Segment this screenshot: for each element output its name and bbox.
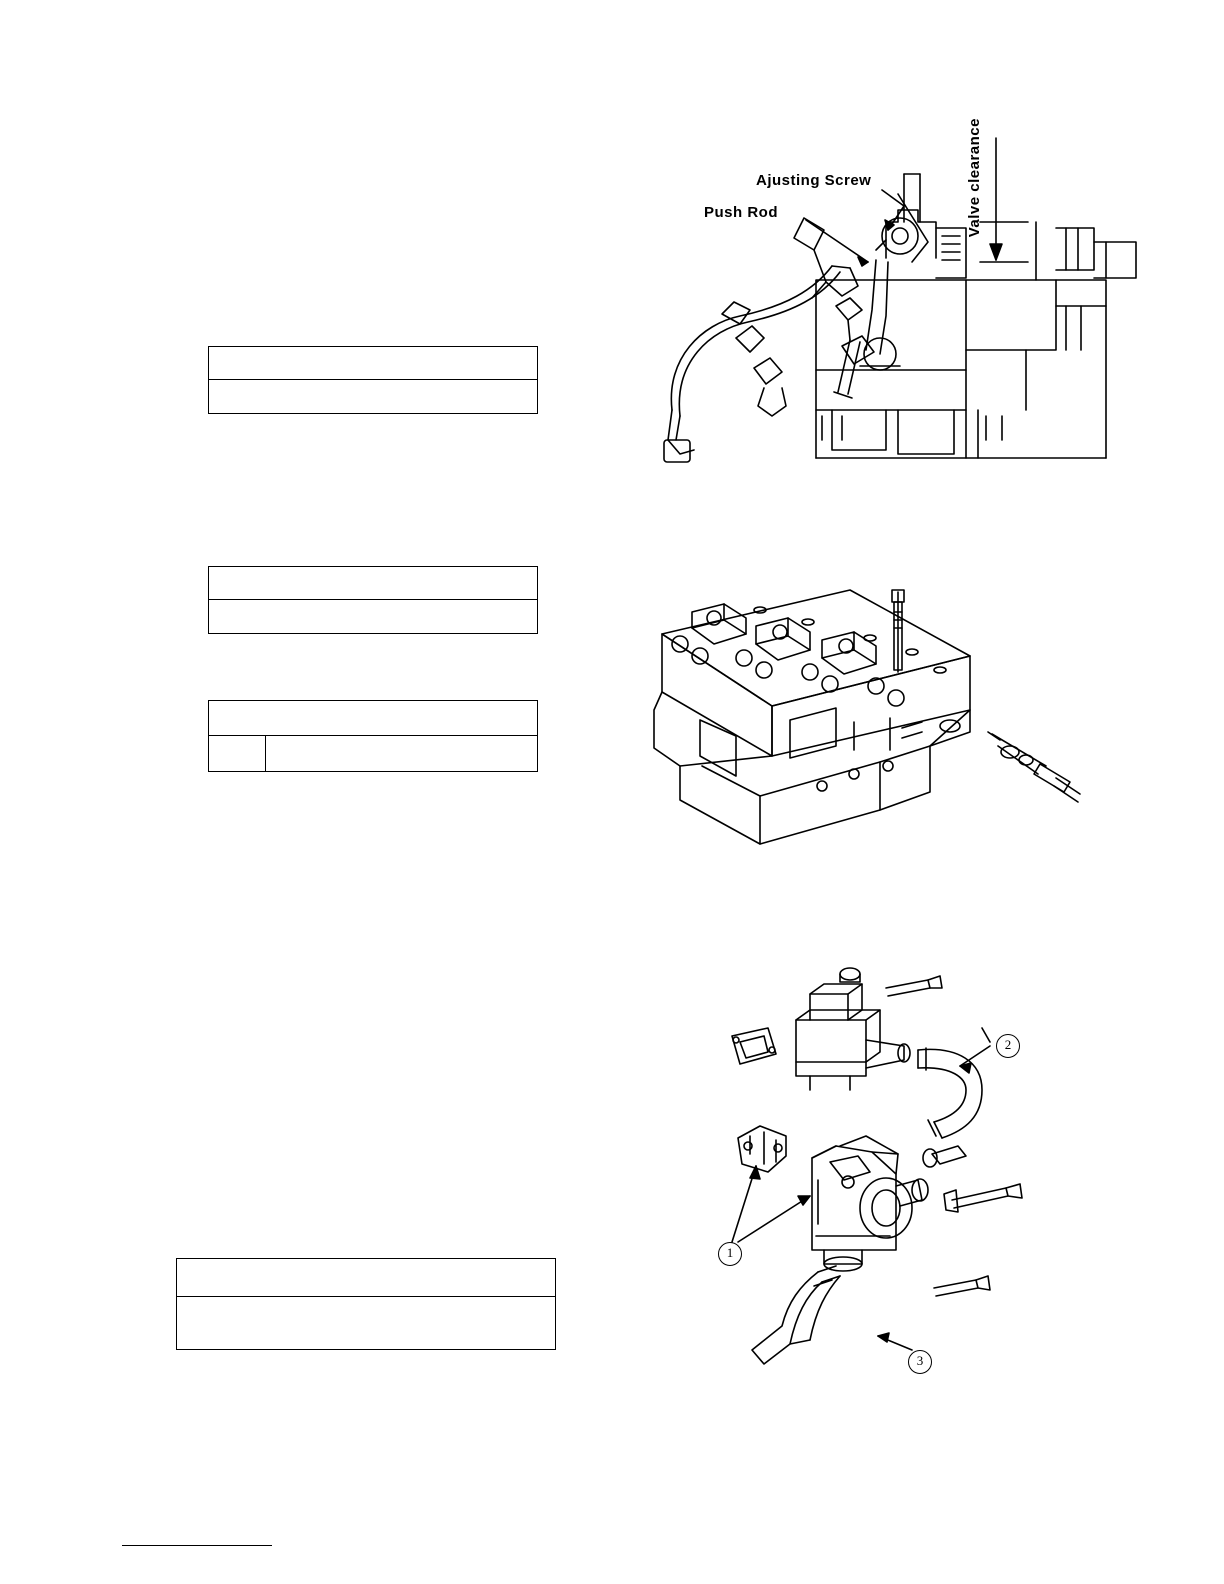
table-row [177, 1297, 555, 1349]
table-row [209, 736, 537, 771]
table-row [209, 701, 537, 736]
table-cell [265, 736, 537, 771]
valve-clearance-spec-table [208, 346, 538, 414]
head-bolt-torque-table [208, 700, 538, 772]
water-pump-assembly-diagram [690, 950, 1120, 1380]
water-pump-spec-table [176, 1258, 556, 1350]
cylinder-head-spec-table [208, 566, 538, 634]
table-cell [177, 1297, 555, 1349]
valve-clearance-adjustment-diagram [636, 110, 1176, 490]
footer-divider [122, 1545, 272, 1546]
table-row [177, 1259, 555, 1297]
valve-adjustment-linework [636, 110, 1176, 490]
table-cell [209, 347, 537, 379]
valve-clearance-label: Valve clearance [966, 118, 983, 238]
table-row [209, 347, 537, 380]
table-cell [177, 1259, 555, 1296]
table-row [209, 567, 537, 600]
table-cell [209, 567, 537, 599]
callout-3: 3 [908, 1350, 932, 1374]
callout-1: 1 [718, 1242, 742, 1266]
table-cell [209, 380, 537, 413]
callout-2: 2 [996, 1034, 1020, 1058]
table-row [209, 380, 537, 413]
cylinder-head-assembly-diagram [640, 560, 1110, 860]
cylinder-head-linework [640, 560, 1110, 860]
table-row [209, 600, 537, 633]
adjusting-screw-label: Ajusting Screw [756, 172, 872, 189]
water-pump-linework [690, 950, 1120, 1380]
table-cell [209, 736, 265, 771]
table-cell [209, 600, 537, 633]
push-rod-label: Push Rod [704, 204, 778, 221]
table-cell [209, 701, 537, 735]
